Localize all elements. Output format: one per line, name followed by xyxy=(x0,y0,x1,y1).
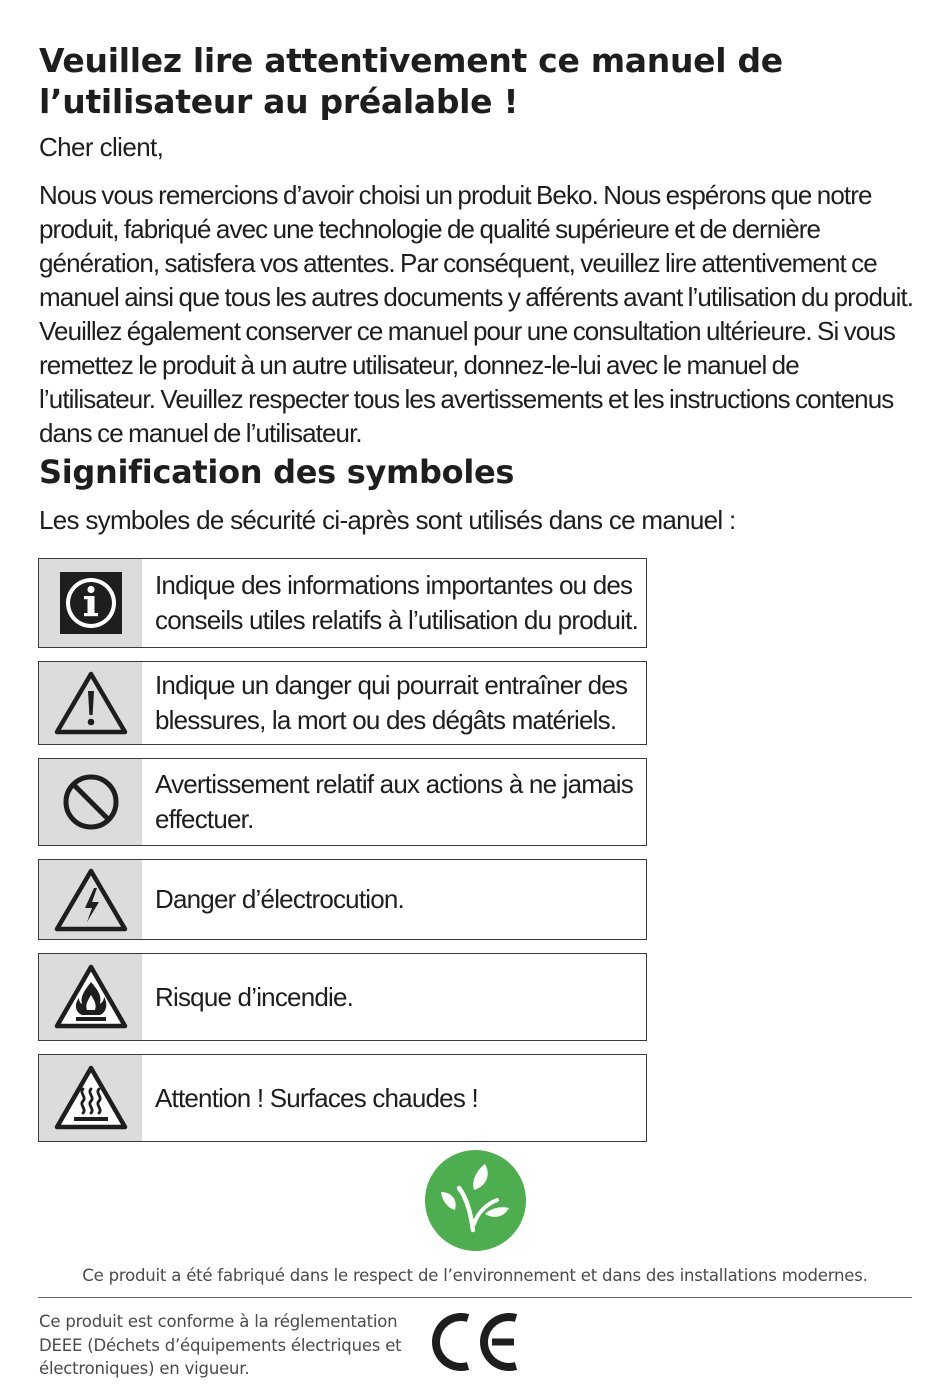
greeting: Cher client, xyxy=(39,132,164,162)
page-title: Veuillez lire attentivement ce manuel de l’utilisateur au préalable ! xyxy=(39,41,783,121)
deee-statement: Ce produit est conforme à la réglementation DEEE (Déchets d’équipements électriques et électroniques) en vigueur. xyxy=(39,1312,402,1378)
fire-hazard-icon xyxy=(39,954,142,1040)
symbol-text-electric: Danger d’électrocution. xyxy=(155,884,404,914)
symbol-row-fire xyxy=(38,953,647,1041)
symbol-text-hot-surface: Attention ! Surfaces chaudes ! xyxy=(155,1082,478,1113)
symbol-text-fire: Risque d’incendie. xyxy=(155,981,354,1012)
warning-triangle-icon xyxy=(39,662,142,744)
footer-divider xyxy=(38,1297,912,1298)
prohibition-icon xyxy=(39,759,142,845)
symbol-row-info xyxy=(38,558,647,648)
symbol-row-hot-surface xyxy=(38,1054,647,1142)
symbol-row-warning xyxy=(38,661,647,745)
symbol-text-info: Indique des informations importantes ou des conseils utiles relatifs à l’utilisation du produit. xyxy=(155,570,638,635)
environment-statement: Ce produit a été fabriqué dans le respect de l’environnement et dans des installations modernes. xyxy=(82,1266,868,1285)
ce-mark-icon xyxy=(430,1310,522,1374)
symbol-text-warning: Indique un danger qui pourrait entraîner des blessures, la mort ou des dégâts matériels. xyxy=(155,670,628,735)
section-title: Signification des symboles xyxy=(39,453,515,491)
info-icon xyxy=(39,559,142,647)
symbol-row-prohibition xyxy=(38,758,647,846)
symbol-row-electric xyxy=(38,859,647,940)
section-intro: Les symboles de sécurité ci-après sont utilisés dans ce manuel : xyxy=(39,505,736,535)
hot-surface-icon xyxy=(39,1055,142,1141)
leaf-icon xyxy=(425,1150,526,1251)
symbol-text-prohibition: Avertissement relatif aux actions à ne jamais effectuer. xyxy=(155,769,633,834)
electric-shock-icon xyxy=(39,860,142,939)
intro-paragraph: Nous vous remercions d’avoir choisi un produit Beko. Nous espérons que notre produit, fabriqué avec une technologie de qualité supérieure et de dernière génération, satisfera vos attentes. Par conséquent, veuillez lire attentivement ce manuel ainsi que tous les autres documents y afférents avant l’utilisation du produit. Veuillez également conserver ce manuel pour une consultation ultérieure. Si vous remettez le produit à un autre utilisateur, donnez-le-lui avec le manuel de l’utilisateur. Veuillez respecter tous les avertissements et les instructions contenus dans ce manuel de l’utilisateur. xyxy=(39,180,914,448)
